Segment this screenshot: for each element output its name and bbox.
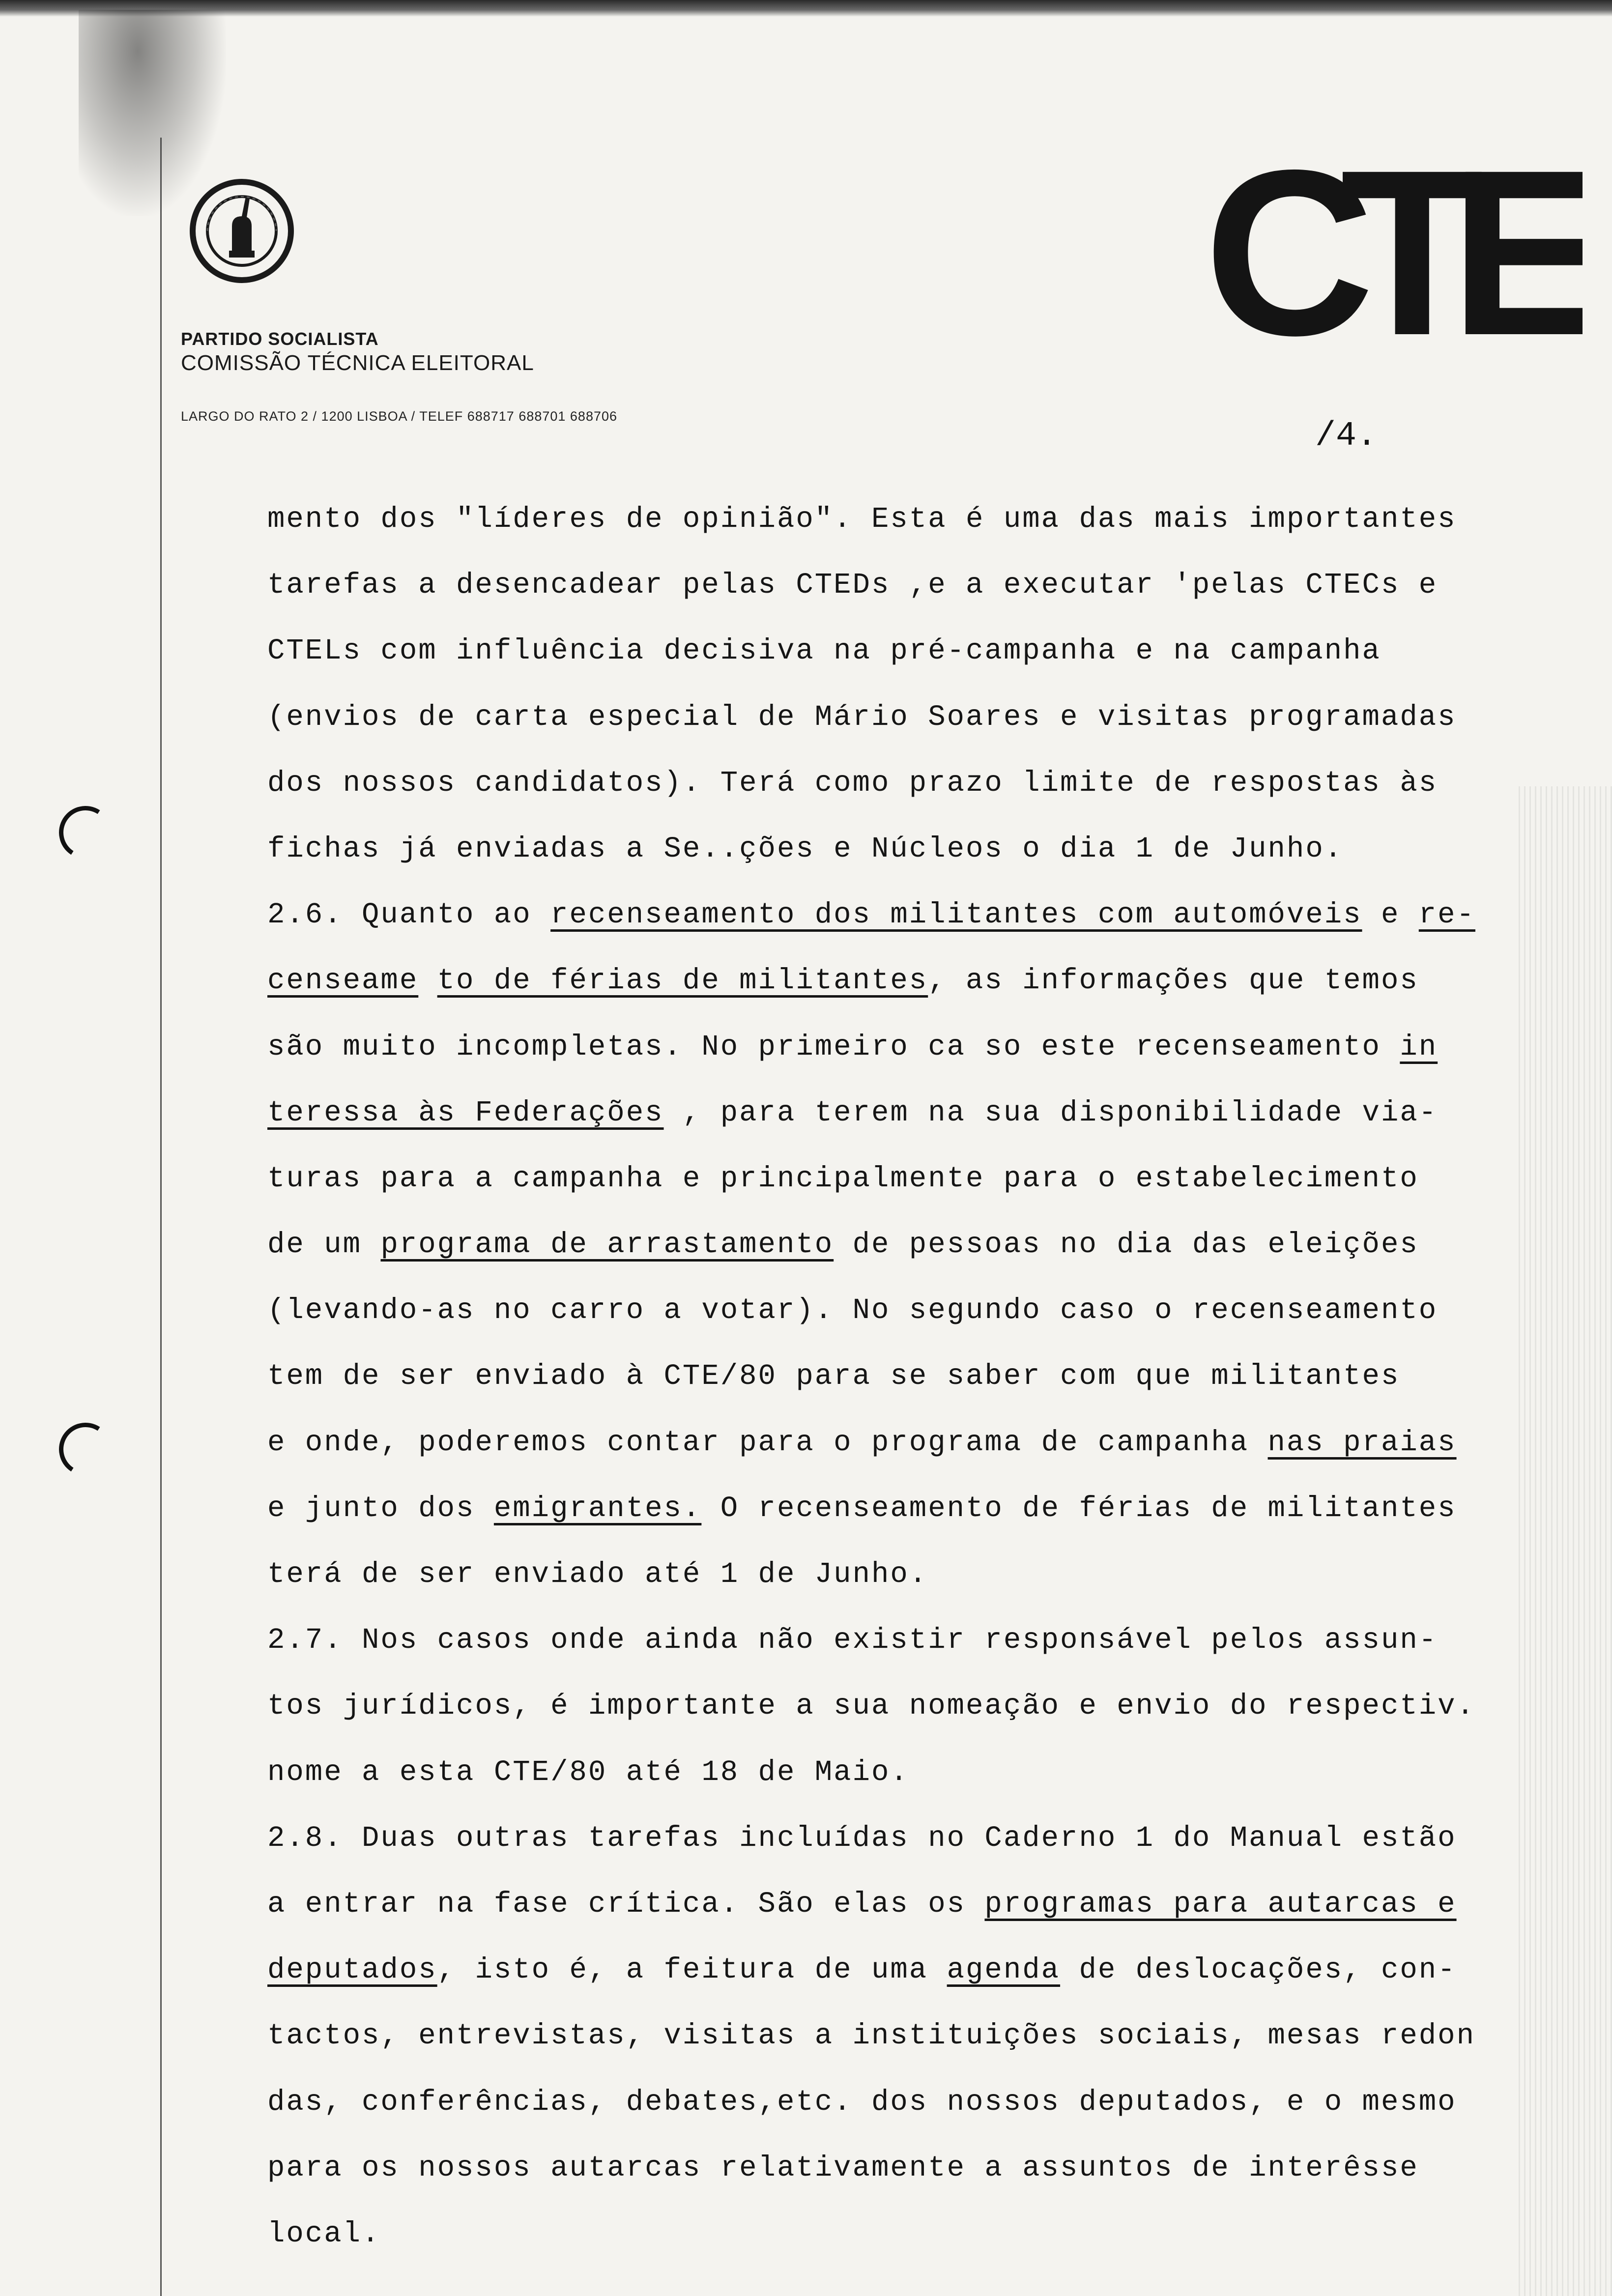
text-line (267, 685, 1526, 750)
underlined-text: agenda (947, 1953, 1061, 1987)
text-line (267, 1673, 1526, 1739)
scan-noise (1519, 786, 1612, 2296)
text-segment: e onde, poderemos contar para o programa de campanha (267, 1426, 1268, 1459)
text-segment: tarefas a desencadear pelas CTEDs ,e a executar 'pelas CTECs e (267, 569, 1438, 602)
document-body (267, 487, 1526, 2267)
party-name: PARTIDO SOCIALISTA (181, 329, 379, 349)
text-segment: , as informações que temos (928, 964, 1419, 998)
party-seal-logo (188, 177, 296, 285)
text-line (267, 1806, 1526, 1871)
text-line (267, 2201, 1526, 2267)
underlined-text: recenseamento dos militantes com automóveis (550, 898, 1362, 932)
text-segment: 2.6. Quanto ao (267, 898, 551, 932)
text-line (267, 2003, 1526, 2069)
text-line (267, 1937, 1526, 2003)
text-segment: , para terem na sua disponibilidade via- (663, 1096, 1438, 1129)
text-segment: local. (267, 2217, 381, 2250)
text-segment: O recenseamento de férias de militantes (701, 1492, 1457, 1525)
text-line (267, 487, 1526, 552)
text-segment: (levando-as no carro a votar). No segundo caso o recenseamento (267, 1294, 1438, 1327)
cte-logo (1199, 128, 1583, 383)
text-line (267, 1014, 1526, 1080)
text-line (267, 2069, 1526, 2135)
text-line (267, 1740, 1526, 1806)
underlined-text: programa de arrastamento (380, 1228, 834, 1262)
text-segment: das, conferências, debates,etc. dos nossos deputados, e o mesmo (267, 2085, 1457, 2119)
text-line (267, 882, 1526, 948)
text-line (267, 1278, 1526, 1344)
text-line (267, 1607, 1526, 1673)
text-line (267, 1146, 1526, 1212)
text-segment: tos jurídicos, é importante a sua nomeação e envio do respectiv. (267, 1690, 1475, 1723)
text-segment: CTELs com influência decisiva na pré-campanha e na campanha (267, 634, 1381, 668)
commission-name: COMISSÃO TÉCNICA ELEITORAL (181, 351, 534, 375)
text-line (267, 1212, 1526, 1278)
text-segment: turas para a campanha e principalmente para o estabelecimento (267, 1162, 1419, 1195)
text-segment: , isto é, a feitura de uma (437, 1953, 947, 1987)
text-segment: e junto dos (267, 1492, 494, 1525)
underlined-text: nas praias (1267, 1426, 1457, 1459)
text-line (267, 1476, 1526, 1542)
scan-top-edge (0, 0, 1612, 17)
punch-hole-mark (54, 1418, 117, 1481)
page-number: /4. (1315, 417, 1378, 456)
text-line (267, 1542, 1526, 1607)
text-segment: e (1362, 898, 1419, 932)
underlined-text: programas para autarcas e (984, 1887, 1457, 1921)
letterhead-organization (181, 328, 534, 376)
letterhead-address: LARGO DO RATO 2 / 1200 LISBOA / TELEF 688717 688701 688706 (181, 409, 618, 424)
underlined-text: teressa às Federações (267, 1096, 664, 1129)
text-line (267, 1871, 1526, 1937)
underlined-text: in (1400, 1030, 1438, 1063)
text-segment: tem de ser enviado à CTE/80 para se saber com que militantes (267, 1360, 1400, 1393)
text-segment: a entrar na fase crítica. São elas os (267, 1887, 985, 1921)
text-segment: dos nossos candidatos). Terá como prazo limite de respostas às (267, 766, 1438, 800)
text-line (267, 948, 1526, 1014)
text-segment (418, 964, 437, 997)
text-line (267, 1344, 1526, 1409)
underlined-text: re- (1418, 898, 1475, 932)
page-fold-line (160, 138, 162, 2296)
text-segment: para os nossos autarcas relativamente a assuntos de interêsse (267, 2151, 1419, 2184)
text-line (267, 1410, 1526, 1476)
text-line (267, 552, 1526, 618)
text-segment: tactos, entrevistas, visitas a instituições sociais, mesas redon (267, 2019, 1475, 2053)
text-segment: 2.8. Duas outras tarefas incluídas no Caderno 1 do Manual estão (267, 1821, 1457, 1855)
cte-logo-text: CTE (1204, 128, 1573, 383)
text-segment: (envios de carta especial de Mário Soares e visitas programadas (267, 700, 1457, 734)
text-segment: fichas já enviadas a Se..ções e Núcleos o dia 1 de Junho. (267, 832, 1344, 865)
underlined-text: to de férias de militantes (437, 964, 928, 998)
text-segment: de deslocações, con- (1060, 1953, 1457, 1987)
text-segment: mento dos "líderes de opinião". Esta é uma das mais importantes (267, 503, 1457, 536)
text-segment: de pessoas no dia das eleições (834, 1228, 1419, 1262)
text-line (267, 750, 1526, 816)
text-segment: nome a esta CTE/80 até 18 de Maio. (267, 1755, 909, 1789)
text-line (267, 2135, 1526, 2201)
underlined-text: deputados (267, 1953, 437, 1987)
text-line (267, 618, 1526, 684)
punch-hole-mark (54, 801, 117, 864)
underlined-text: emigrantes. (493, 1492, 702, 1525)
text-segment: terá de ser enviado até 1 de Junho. (267, 1558, 928, 1591)
text-segment: 2.7. Nos casos onde ainda não existir responsável pelos assun- (267, 1624, 1438, 1657)
text-line (267, 1080, 1526, 1146)
text-segment: de um (267, 1228, 381, 1262)
underlined-text: censeame (267, 964, 419, 998)
text-segment: são muito incompletas. No primeiro ca so este recenseamento (267, 1030, 1400, 1063)
text-line (267, 816, 1526, 882)
